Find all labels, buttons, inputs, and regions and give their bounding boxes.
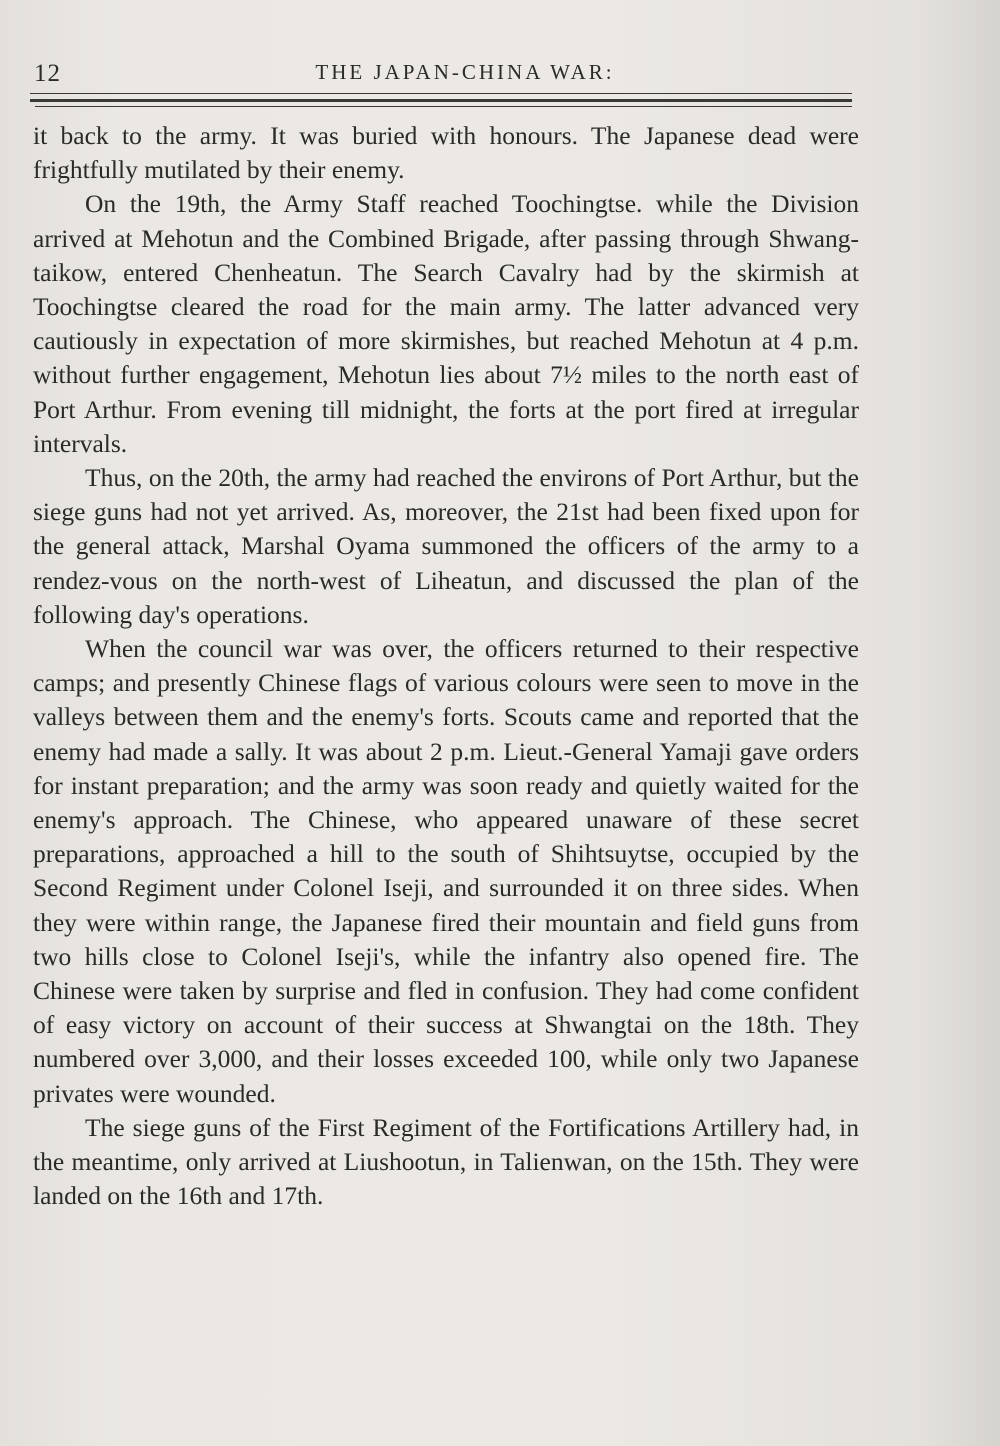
paragraph: The siege guns of the First Regiment of the Fortifications Artillery had, in the meantime, only arrived at Liushootun, in Talienwan, on the 15th. They were landed on the 16th and 17th. xyxy=(33,1112,859,1211)
paragraph: Thus, on the 20th, the army had reached the environs of Port Arthur, but the siege guns had not yet arrived. As, moreover, the 21st had been fixed upon for the general attack, Marshal Oyama summoned the officers of the army to a rendez-vous on the north-west of Liheatun, and discussed the plan of the following day's operations. xyxy=(33,463,859,629)
page-number: 12 xyxy=(34,60,61,87)
body-text xyxy=(33,119,859,1214)
paragraph-continuation: it back to the army. It was buried with honours. The Japanese dead were frightfully mutilated by their enemy. xyxy=(33,121,859,185)
paragraph: When the council war was over, the officers returned to their respective camps; and presently Chinese flags of various colours were seen to move in the valleys between them and the enemy's forts. Scouts came and reported that the enemy had made a sally. It was about 2 p.m. Lieut.-General Yamaji gave orders for instant preparation; and the army was soon ready and quietly waited for the enemy's approach. The Chinese, who appeared unaware of these secret preparations, approached a hill to the south of Shihtsuytse, occupied by the Second Regiment under Colonel Iseji, and surrounded it on three sides. When they were within range, the Japanese fired their mountain and field guns from two hills close to Colonel Iseji's, while the infantry also opened fire. The Chinese were taken by surprise and fled in confusion. They had come confident of easy victory on account of their success at Shwangtai on the 18th. They numbered over 3,000, and their losses exceeded 100, while only two Japanese privates were wounded. xyxy=(33,634,859,1108)
running-title: THE JAPAN-CHINA WAR: xyxy=(315,60,615,84)
header-rule-top xyxy=(30,93,852,94)
header-rule-bottom xyxy=(35,106,852,107)
page-header xyxy=(30,52,860,92)
paragraph: On the 19th, the Army Staff reached Toochingtse. while the Division arrived at Mehotun and the Combined Brigade, after passing through Shwang-taikow, entered Chenheatun. The Search Cavalry had by the skirmish at Toochingtse cleared the road for the main army. The latter advanced very cautiously in expectation of more skirmishes, but reached Mehotun at 4 p.m. without further engagement, Mehotun lies about 7½ miles to the north east of Port Arthur. From evening till midnight, the forts at the port fired at irregular intervals. xyxy=(33,189,859,458)
header-rule-middle xyxy=(30,99,852,102)
